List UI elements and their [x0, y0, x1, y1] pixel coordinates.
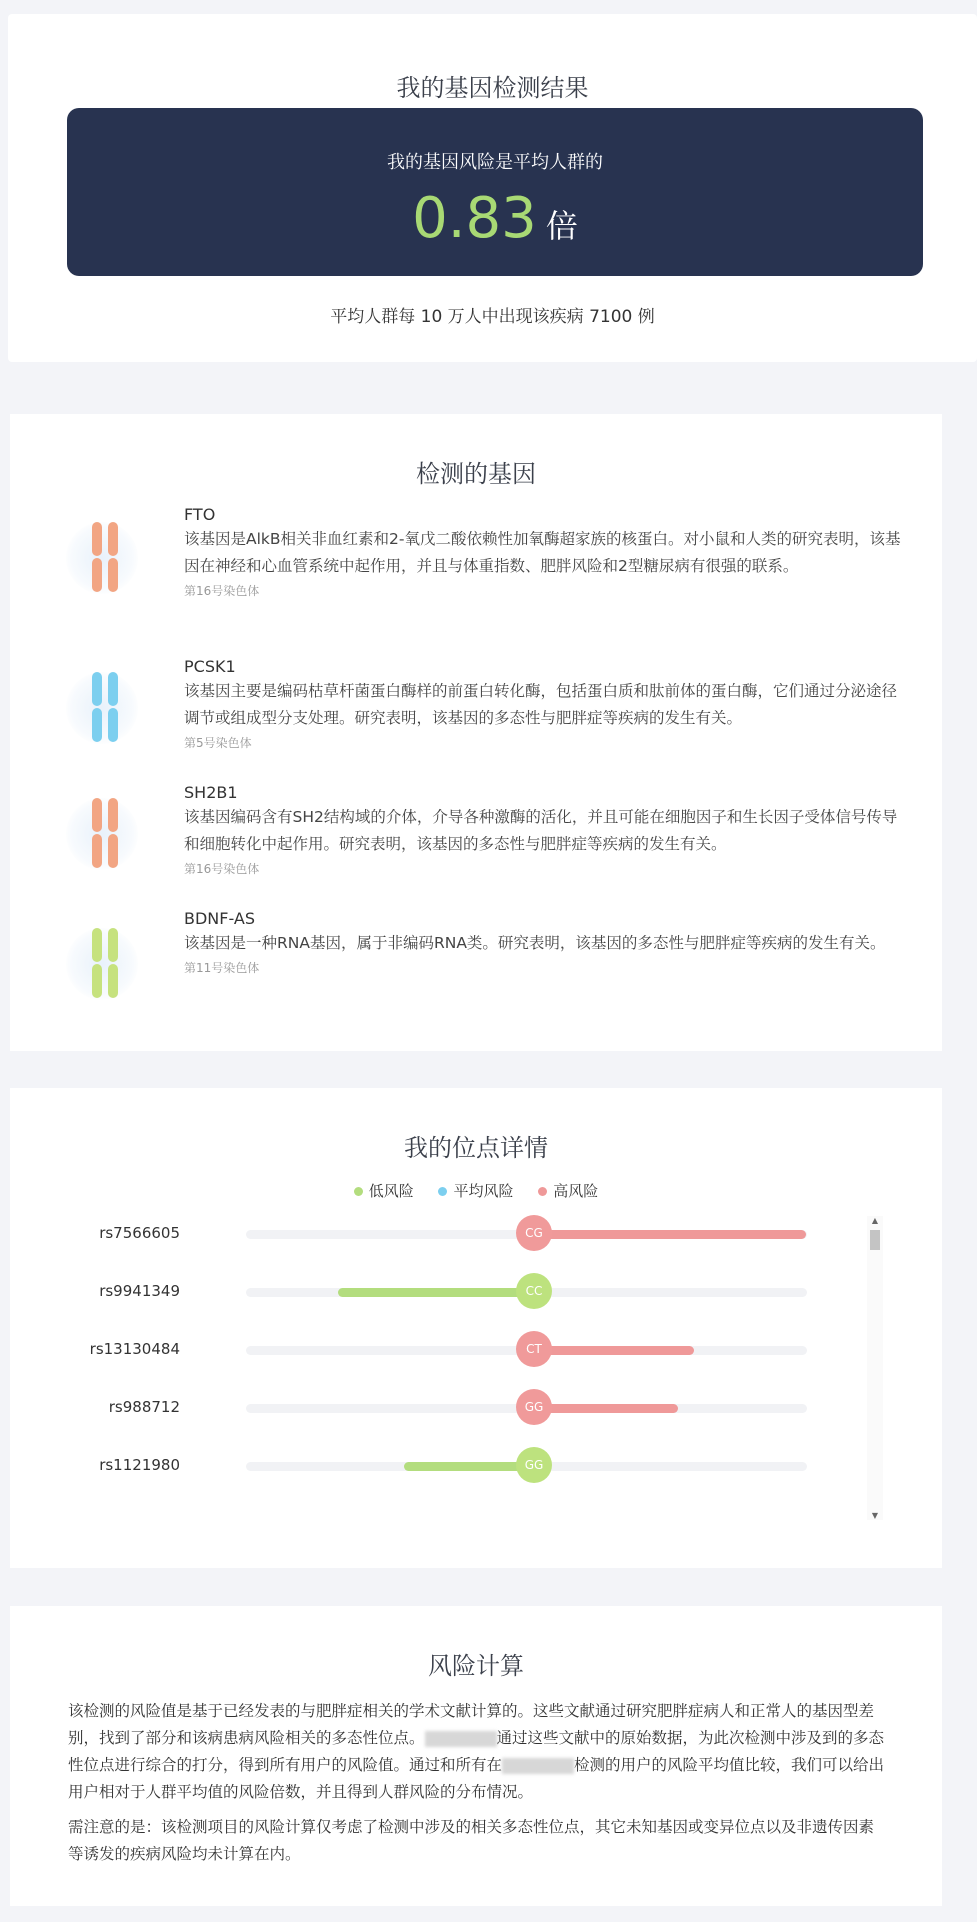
legend-dot	[438, 1187, 447, 1196]
site-row	[10, 1272, 890, 1312]
gene-description: 该基因编码含有SH2结构域的介体，介导各种激酶的活化，并且可能在细胞因子和生长因子受体信号传导和细胞转化中起作用。研究表明，该基因的多态性与肥胖症等疾病的发生有关。	[184, 808, 898, 853]
genotype-marker: CT	[516, 1331, 552, 1367]
legend-label: 平均风险	[453, 1182, 514, 1200]
redacted-text	[502, 1758, 574, 1774]
chromatid-upper	[92, 522, 102, 556]
chromosome-icon	[62, 514, 134, 600]
scrollbar-thumb[interactable]	[870, 1230, 880, 1250]
gene-description: 该基因是AlkB相关非血红素和2-氧戊二酸依赖性加氧酶超家族的核蛋白。对小鼠和人类的研究表明，该基因在神经和心血管系统中起作用，并且与体重指数、肥胖风险和2型糖尿病有很强的联系。	[184, 530, 901, 575]
redacted-text	[425, 1731, 497, 1747]
sites-legend	[10, 1180, 942, 1201]
calc-text	[68, 1698, 888, 1876]
gene-name: BDNF-AS	[184, 909, 255, 928]
site-risk-bar	[534, 1404, 678, 1413]
site-risk-bar	[534, 1346, 694, 1355]
genotype-marker: GG	[516, 1447, 552, 1483]
legend-item-low	[354, 1180, 414, 1201]
site-row	[10, 1330, 890, 1370]
genotype-marker: GG	[516, 1389, 552, 1425]
chromatid-upper	[108, 928, 118, 962]
scroll-down-icon[interactable]: ▼	[871, 1511, 879, 1520]
chromosome-icon	[62, 790, 134, 876]
chromosome-icon	[62, 920, 134, 1006]
site-row	[10, 1446, 890, 1486]
gene-description: 该基因是一种RNA基因，属于非编码RNA类。研究表明，该基因的多态性与肥胖症等疾病的发生有关。	[184, 934, 886, 952]
genes-card	[10, 414, 942, 1051]
legend-dot	[354, 1187, 363, 1196]
genotype-marker: CG	[516, 1215, 552, 1251]
legend-dot	[538, 1187, 547, 1196]
calc-paragraph-1: 该检测的风险值是基于已经发表的与肥胖症相关的学术文献计算的。这些文献通过研究肥胖症病人和正常人的基因型差别，找到了部分和该病患病风险相关的多态性位点。 通过这些文献中的原始数据，为此次检测中涉及到的多态性位点进行综合的打分，得到所有用户的风险值。通过和所有在 检测的用户的风险平均值比较，我们可以给出用户相对于人群平均值的风险倍数，并且得到人群风险的分布情况。	[68, 1702, 885, 1801]
site-name: rs1121980	[99, 1456, 180, 1474]
genes-title: 检测的基因	[416, 460, 536, 488]
chromatid-lower	[92, 558, 102, 592]
chromatid-lower	[108, 964, 118, 998]
site-risk-bar	[534, 1230, 806, 1239]
sites-card	[10, 1088, 942, 1568]
calc-card	[10, 1606, 942, 1906]
chromatid-upper	[108, 672, 118, 706]
scroll-up-icon[interactable]: ▲	[871, 1216, 879, 1225]
chromatid-lower	[108, 708, 118, 742]
chromatid-lower	[92, 708, 102, 742]
gene-name: SH2B1	[184, 783, 238, 802]
genotype-marker: CC	[516, 1273, 552, 1309]
gene-chromosome: 第16号染色体	[184, 584, 260, 598]
gene-description: 该基因主要是编码枯草杆菌蛋白酶样的前蛋白转化酶，包括蛋白质和肽前体的蛋白酶，它们通过分泌途径调节或组成型分支处理。研究表明，该基因的多态性与肥胖症等疾病的发生有关。	[184, 682, 898, 727]
chromatid-upper	[108, 522, 118, 556]
site-name: rs9941349	[99, 1282, 180, 1300]
legend-item-high	[538, 1180, 598, 1201]
legend-item-average	[438, 1180, 513, 1201]
result-card	[8, 14, 977, 362]
gene-name: PCSK1	[184, 657, 236, 676]
legend-label: 低风险	[368, 1182, 414, 1200]
gene-chromosome: 第5号染色体	[184, 736, 252, 750]
chromatid-upper	[92, 672, 102, 706]
site-name: rs988712	[108, 1398, 180, 1416]
risk-value-row	[67, 186, 923, 251]
population-note: 平均人群每 10 万人中出现该疾病 7100 例	[330, 307, 655, 327]
site-risk-bar	[404, 1462, 534, 1471]
chromatid-lower	[92, 834, 102, 868]
calc-title: 风险计算	[428, 1652, 524, 1680]
site-list[interactable]	[10, 1214, 890, 1520]
gene-chromosome: 第16号染色体	[184, 862, 260, 876]
gene-name: FTO	[184, 505, 216, 524]
chromatid-lower	[108, 834, 118, 868]
risk-caption: 我的基因风险是平均人群的	[387, 152, 603, 173]
gene-chromosome: 第11号染色体	[184, 961, 260, 975]
calc-paragraph-2: 需注意的是：该检测项目的风险计算仅考虑了检测中涉及的相关多态性位点，其它未知基因或变异位点以及非遗传因素等诱发的疾病风险均未计算在内。	[68, 1818, 875, 1863]
site-name: rs7566605	[99, 1224, 180, 1242]
site-row	[10, 1388, 890, 1428]
risk-unit: 倍	[545, 207, 578, 245]
chromatid-upper	[108, 798, 118, 832]
chromatid-upper	[92, 928, 102, 962]
legend-label: 高风险	[553, 1182, 599, 1200]
result-title: 我的基因检测结果	[396, 74, 589, 102]
chromatid-upper	[92, 798, 102, 832]
chromosome-icon	[62, 664, 134, 750]
chromatid-lower	[108, 558, 118, 592]
site-list-scrollbar[interactable]	[867, 1216, 883, 1520]
chromatid-lower	[92, 964, 102, 998]
sites-title: 我的位点详情	[404, 1134, 548, 1162]
site-row	[10, 1214, 890, 1254]
site-name: rs13130484	[89, 1340, 180, 1358]
risk-banner	[67, 108, 923, 276]
site-risk-bar	[338, 1288, 534, 1297]
risk-value: 0.83	[412, 186, 537, 251]
